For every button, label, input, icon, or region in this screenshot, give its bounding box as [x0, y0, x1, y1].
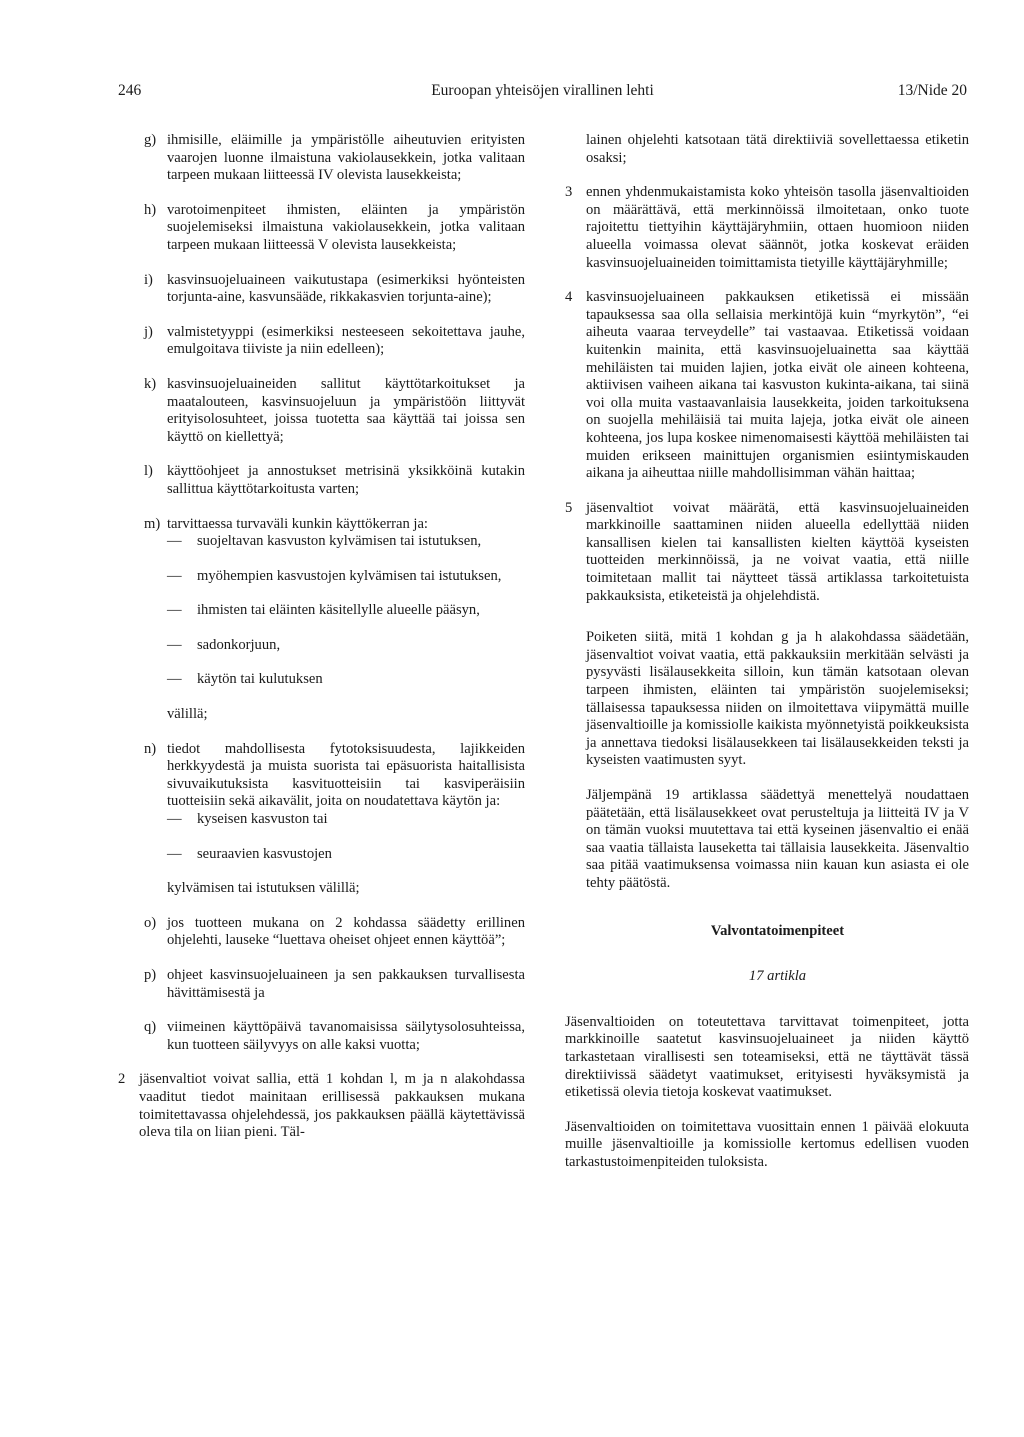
- item-label: g): [144, 132, 157, 148]
- list-item-n: [118, 741, 525, 898]
- article-paragraph: Jäsenvaltioiden on toteutettava tarvittavat toimenpiteet, jotta markkinoille saatetut kasvinsuojeluaineet ja niiden käyttö tarkastetaan virallisesti sen toteamiseksi, että ne täyttävät tässä direktiivissä säädetyt vaatimukset, erityisesti hyväksymistä ja etiketissä olevia tietoja koskevat vaatimukset.: [565, 1013, 969, 1101]
- dash-mark: —: [167, 602, 182, 619]
- item-label: i): [144, 271, 153, 288]
- dash-item: [167, 846, 507, 864]
- page-number: 246: [118, 82, 142, 99]
- item-text: jos tuotteen mukana on 2 kohdassa säädetty erillinen ohjelehti, lauseke “luettava oheiset ohjeet ennen käyttöä”;: [167, 914, 525, 949]
- list-item: [118, 463, 525, 498]
- point-text: jäsenvaltiot voivat sallia, että 1 kohdan l, m ja n alakohdassa vaaditut tiedot mainitaan erillisessä pakkauksen mukana toimitettavassa ohjelehdessä, jos pakkauksen päällä käytettävissä oleva tila on liian pieni. Täl-: [139, 1071, 525, 1141]
- point-text: kasvinsuojeluaineen pakkauksen etiketissä ei missään tapauksessa saa olla sellaisia merkintöjä kuin “myrkytön”, “ei aiheuta vaaraa terveydelle” tai vastaavaa. Etiketissä voidaan kuitenkin mainita, että kasvinsuojeluainetta saa käyttää mehiläisten tai muiden lajien, jotka eivät ole aineen kohteena, aktiivisen vaiheen aikana tai kasvuston kukinta-aikana, tai siinä voi olla muita vastaavanlaisia lausekkeita, joiden tarkoituksena on suojella mehiläisiä tai muita lajeja, jotka eivät ole aineen kohteena, jos lupa koskee nimenomaisesti käyttöä mehiläisten tai muiden erikseen mainittujen organismien esiintymiskauden aikana ja aiheuttaa niille mahdollisimman vähän haittaa;: [586, 289, 969, 482]
- item-label: k): [144, 375, 157, 392]
- dash-text: käytön tai kulutuksen: [197, 671, 323, 688]
- dash-mark: —: [167, 567, 182, 584]
- paragraph: Poiketen siitä, mitä 1 kohdan g ja h alakohdassa säädetään, jäsenvaltiot voivat vaatia, että pakkauksiin merkitään selvästi ja pysyvästi lisälausekkeita silloin, kun tämän katsotaan olevan tarpeen ihmisten, eläinten tai ympäristön suojelemiseksi; tällaisessa tapauksessa niiden on ilmoitettava viipymättä muille jäsenvaltioille ja komissiolle kaikista myönnetyistä poikkeuksista ja annettava tiedoksi lisälausekkeen tai lisälausekkeiden teksti ja kyseisten vaatimusten syyt.: [586, 629, 969, 769]
- item-text: ihmisille, eläimille ja ympäristölle aiheutuvien erityisten vaarojen luonne ilmaistuna vakiolausekkein, jotka valitaan tarpeen mukaan liitteessä IV olevista lausekkeista;: [167, 132, 525, 184]
- continued-text: lainen ohjelehti katsotaan tätä direktiiviä sovellettaessa etiketin osaksi;: [586, 132, 969, 166]
- point-label: 5: [565, 499, 573, 516]
- item-label: h): [144, 201, 157, 218]
- item-label: j): [144, 323, 153, 340]
- item-label: o): [144, 914, 157, 931]
- dash-item: [167, 671, 507, 689]
- item-text: käyttöohjeet ja annostukset metrisinä yksikköinä kutakin sallittua käyttötarkoitusta varten;: [167, 463, 525, 497]
- journal-title: Euroopan yhteisöjen virallinen lehti: [431, 82, 654, 99]
- item-text: kasvinsuojeluaineen vaikutustapa (esimerkiksi hyönteisten torjunta-aine, kasvunsääde, rikkakasvien torjunta-aine);: [167, 271, 525, 306]
- item-label: p): [144, 967, 157, 983]
- dash-text: seuraavien kasvustojen: [197, 845, 332, 862]
- list-item: [118, 967, 525, 1002]
- page-header: [118, 82, 967, 106]
- item-text: tiedot mahdollisesta fytotoksisuudesta, lajikkeiden herkkyydestä ja muista suorista tai epäsuorista haitallisista sivuvaikutuksista kasvituotteisiin tai kasviperäisiin tuotteisiin sekä aikavälit, joita on noudatettava käytön ja:: [167, 740, 525, 810]
- point-3: [565, 184, 969, 272]
- dash-item: [167, 533, 507, 551]
- dash-text: suojeltavan kasvuston kylvämisen tai istutuksen,: [197, 533, 482, 550]
- article-heading: 17 artikla: [748, 968, 807, 985]
- item-closing-text: välillä;: [167, 706, 208, 723]
- dash-item: [167, 568, 507, 586]
- article-paragraph: Jäsenvaltioiden on toimitettava vuosittain ennen 1 päivää elokuuta muille jäsenvaltioille ja komissiolle kertomus edellisen vuoden tarkastustoimenpiteiden tuloksista.: [565, 1118, 969, 1170]
- dash-text: ihmisten tai eläinten käsitellylle alueelle pääsyn,: [197, 602, 480, 619]
- list-item: [118, 132, 525, 185]
- section-heading: Valvontatoimenpiteet: [710, 922, 845, 939]
- item-label: m): [144, 515, 161, 532]
- point-2: [118, 1071, 525, 1141]
- dash-mark: —: [167, 533, 182, 550]
- point-label: 2: [118, 1071, 126, 1088]
- dash-text: sadonkorjuun,: [197, 636, 281, 653]
- point-label: 3: [565, 184, 573, 201]
- dash-item: [167, 637, 507, 655]
- dash-text: myöhempien kasvustojen kylvämisen tai istutuksen,: [197, 567, 502, 584]
- item-text: viimeinen käyttöpäivä tavanomaisissa säilytysolosuhteissa, kun tuotteen säilyvyys on alle kaksi vuotta;: [167, 1019, 525, 1053]
- dash-item: [167, 602, 507, 620]
- paragraph: Jäljempänä 19 artiklassa säädettyä menettelyä noudattaen päätetään, että lisälausekkeet ovat perusteltuja ja liitteitä IV ja V on tämän vuoksi muutettava tai että kyseinen jäsenvaltio ei enää saa vaatia tällaista lauseketta tai tällaisia lausekkeita. Jäsenvaltio saa pitää vaatimuksensa voimassa niin kauan kun asiasta ei ole tehty päätöstä.: [586, 787, 969, 891]
- dash-mark: —: [167, 636, 182, 653]
- list-item: [118, 324, 525, 359]
- dash-mark: —: [167, 811, 182, 828]
- right-column: [565, 132, 969, 1189]
- point-label: 4: [565, 289, 573, 306]
- list-item-m: [118, 516, 525, 724]
- dash-text: kyseisen kasvuston tai: [197, 811, 328, 828]
- list-item: [118, 202, 525, 255]
- item-text: varotoimenpiteet ihmisten, eläinten ja ympäristön suojelemiseksi ilmaistuna vakiolausekkein, jotka valitaan tarpeen mukaan liitteessä V olevista lausekkeista;: [167, 201, 525, 253]
- item-label: q): [144, 1019, 157, 1036]
- point-5: [565, 499, 969, 606]
- left-column: [118, 132, 525, 1159]
- point-4: [565, 289, 969, 483]
- list-item: [118, 915, 525, 950]
- list-item: [118, 376, 525, 446]
- point-text: ennen yhdenmukaistamista koko yhteisön tasolla jäsenvaltioiden on määrättävä, että merkinnöissä ilmoitetaan, onko tuote rajoitettu tiettyihin käyttäjäryhmiin, ottaen huomioon niiden alueella voimassa olevat säännöt, jotka koskevat eräiden kasvinsuojeluaineiden toimittamista tietyille käyttäjäryhmille;: [586, 184, 969, 271]
- item-text: tarvittaessa turvaväli kunkin käyttökerran ja:: [167, 515, 428, 532]
- item-label: l): [144, 463, 153, 480]
- item-text: kasvinsuojeluaineiden sallitut käyttötarkoitukset ja maatalouteen, kasvinsuojeluun ja ympäristöön liittyvät erityisolosuhteet, joissa tuotetta saa käyttää tai joissa sen käyttö on kiellettyä;: [167, 375, 525, 445]
- dash-mark: —: [167, 845, 182, 862]
- dash-item: [167, 811, 507, 829]
- list-item: [118, 272, 525, 307]
- item-text: valmistetyyppi (esimerkiksi nesteeseen sekoitettava jauhe, emulgoitava tiiviste ja niin edelleen);: [167, 323, 525, 358]
- volume-number: 13/Nide 20: [897, 82, 967, 99]
- point-text: jäsenvaltiot voivat määrätä, että kasvinsuojeluaineiden markkinoille saattaminen niiden alueella edellyttää niiden kansallisen kielen tai kansallisten kielten käyttöä kyseisten tuotteiden merkinnöissä, ja ne voivat vaatia, että niille toimitetaan mallit tai näytteet tässä artiklassa tarkoitetuista pakkauksista, etiketeistä ja ohjelehdistä.: [586, 499, 969, 604]
- list-item: [118, 1019, 525, 1054]
- item-closing-text: kylvämisen tai istutuksen välillä;: [167, 880, 360, 897]
- item-text: ohjeet kasvinsuojeluaineen ja sen pakkauksen turvallisesta hävittämisestä ja: [167, 967, 525, 1001]
- dash-mark: —: [167, 671, 182, 688]
- item-label: n): [144, 740, 157, 757]
